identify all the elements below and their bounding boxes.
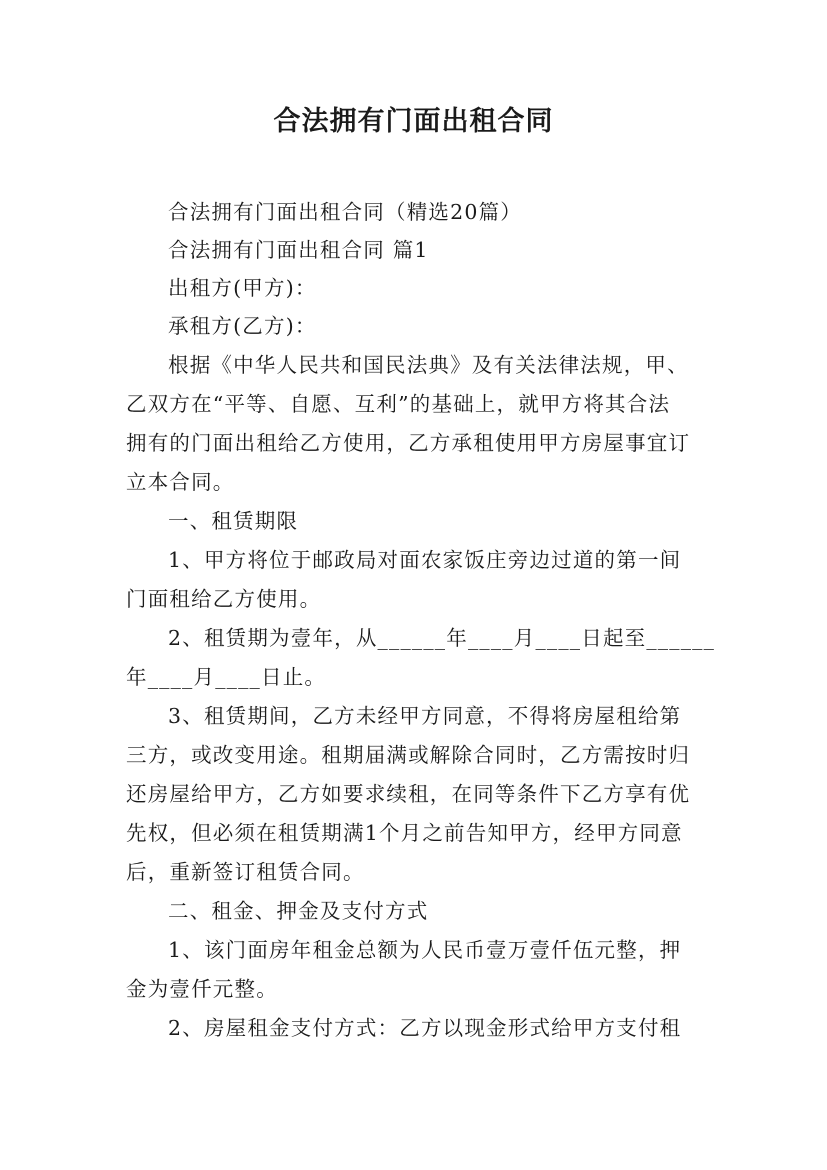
paragraph-line: 2、租赁期为壹年，从______年____月____日起至______ — [168, 626, 716, 650]
paragraph-line: 金为壹仟元整。 — [126, 977, 278, 1001]
section-heading: 二、租金、押金及支付方式 — [168, 899, 429, 923]
paragraph-line: 后，重新签订租赁合同。 — [126, 860, 365, 884]
paragraph-line: 合法拥有门面出租合同（精选20篇） — [168, 200, 522, 224]
paragraph-line: 拥有的门面出租给乙方使用，乙方承租使用甲方房屋事宜订 — [126, 431, 691, 455]
paragraph-line: 还房屋给甲方，乙方如要求续租，在同等条件下乙方享有优 — [126, 782, 691, 806]
paragraph-line: 门面租给乙方使用。 — [126, 587, 322, 611]
paragraph-line: 1、该门面房年租金总额为人民币壹万壹仟伍元整，押 — [168, 938, 682, 962]
paragraph-line: 根据《中华人民共和国民法典》及有关法律法规，甲、 — [168, 353, 689, 377]
paragraph-line: 乙双方在“平等、自愿、互利”的基础上，就甲方将其合法 — [126, 392, 671, 416]
section-heading: 一、租赁期限 — [168, 509, 299, 533]
paragraph-line: 立本合同。 — [126, 470, 235, 494]
paragraph-line: 3、租赁期间，乙方未经甲方同意，不得将房屋租给第 — [168, 704, 682, 728]
paragraph-line: 合法拥有门面出租合同 篇1 — [168, 238, 429, 262]
paragraph-line: 1、甲方将位于邮政局对面农家饭庄旁边过道的第一间 — [168, 548, 682, 572]
paragraph-line: 出租方(甲方)： — [168, 276, 317, 300]
paragraph-line: 年____月____日止。 — [126, 665, 327, 689]
paragraph-line: 先权，但必须在租赁期满1个月之前告知甲方，经甲方同意 — [126, 821, 683, 845]
paragraph-line: 2、房屋租金支付方式：乙方以现金形式给甲方支付租 — [168, 1016, 682, 1040]
paragraph-line: 三方，或改变用途。租期届满或解除合同时，乙方需按时归 — [126, 743, 691, 767]
paragraph-line: 承租方(乙方)： — [168, 314, 317, 338]
document-title: 合法拥有门面出租合同 — [273, 106, 554, 137]
